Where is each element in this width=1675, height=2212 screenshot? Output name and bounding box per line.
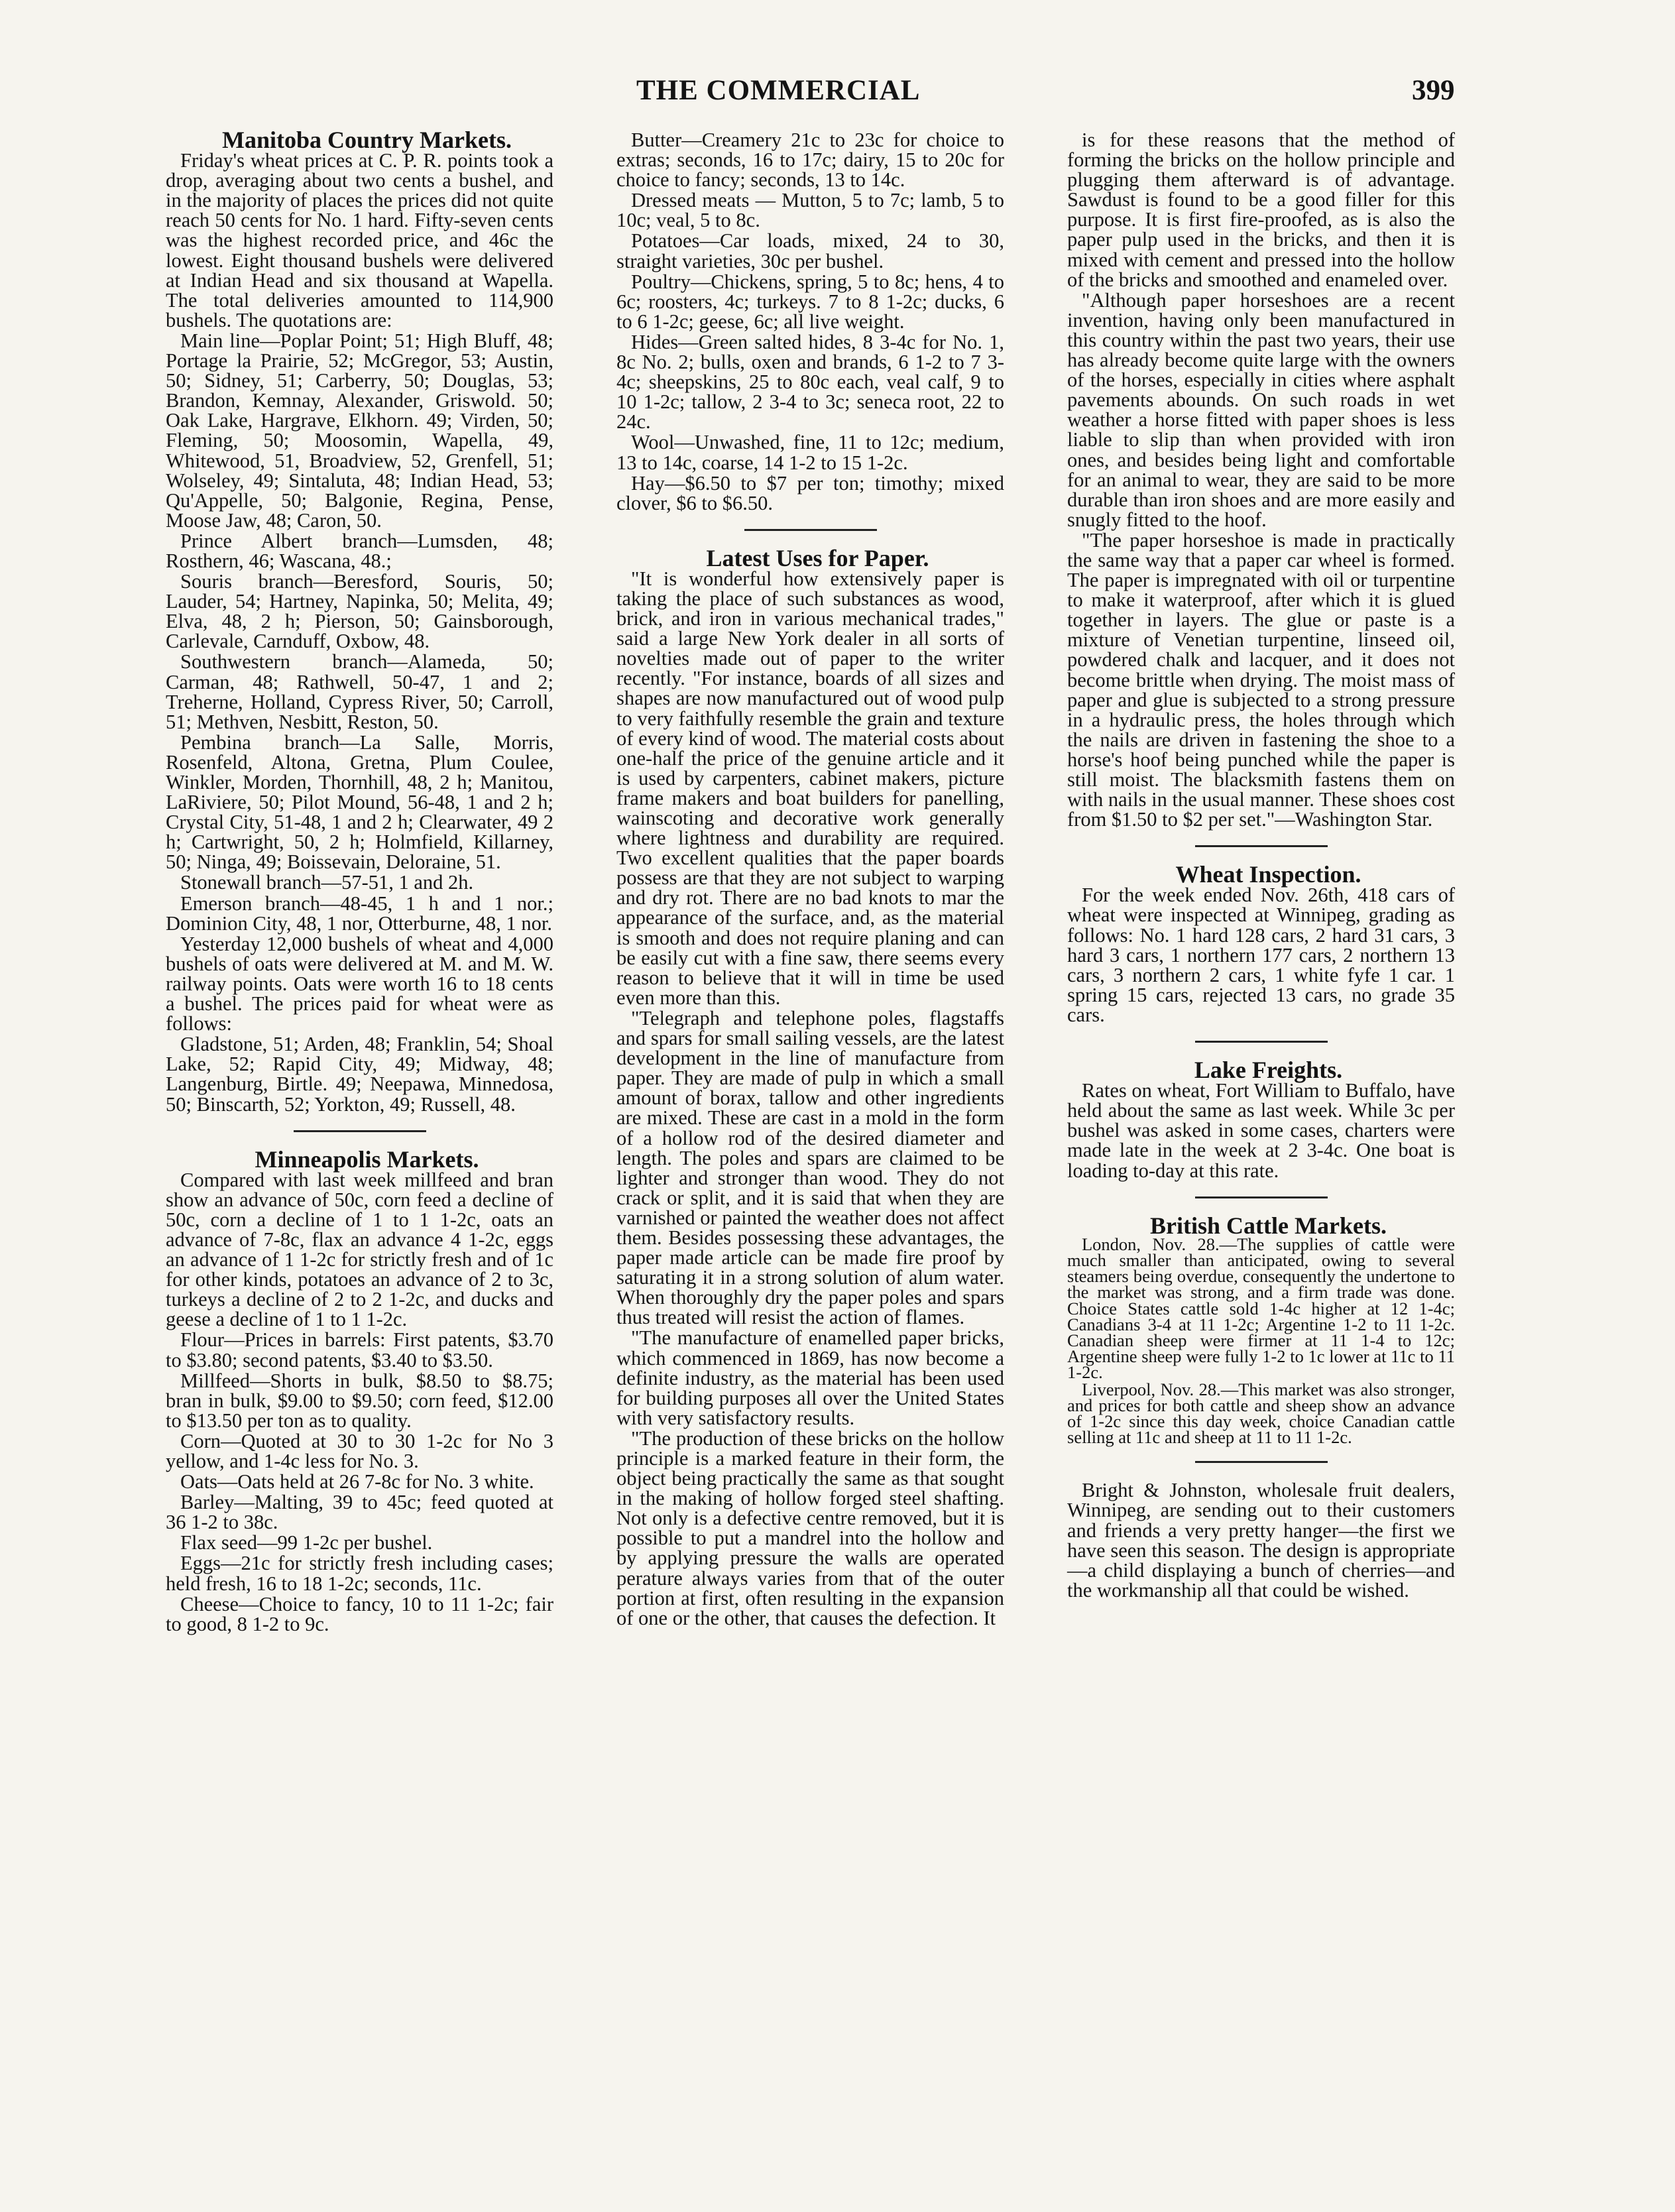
headline-latest-uses-for-paper: Latest Uses for Paper.	[706, 544, 929, 571]
article-paragraph: Butter—Creamery 21c to 23c for choice to extras; seconds, 16 to 17c; dairy, 15 to 20c for choice to fancy; seconds, 13 to 14c.	[616, 129, 1004, 192]
headline-minneapolis-markets: Minneapolis Markets.	[255, 1145, 479, 1173]
headline-wheat-inspection: Wheat Inspection.	[1175, 861, 1361, 888]
article-paragraph: Barley—Malting, 39 to 45c; feed quoted at 36 1-2 to 38c.	[166, 1491, 553, 1534]
article-paragraph: Gladstone, 51; Arden, 48; Franklin, 54; Shoal Lake, 52; Rapid City, 49; Midway, 48; Langenburg, Birtle. 49; Neepawa, Minnedosa, 50; Binscarth, 52; Yorkton, 49; Russell, 48.	[166, 1033, 553, 1116]
article-paragraph: Oats—Oats held at 26 7-8c for No. 3 white.	[180, 1470, 534, 1493]
article-paragraph: Southwestern branch—Alameda, 50; Carman, 48; Rathwell, 50-47, 1 and 2; Treherne, Holland, Cypress River, 50; Carroll, 51; Methven, Nesbitt, Reston, 50.	[166, 650, 553, 733]
article-paragraph: Hay—$6.50 to $7 per ton; timothy; mixed clover, $6 to $6.50.	[616, 471, 1004, 514]
headline-lake-freights: Lake Freights.	[1194, 1057, 1343, 1084]
headline-british-cattle-markets: British Cattle Markets.	[1150, 1212, 1387, 1239]
article-paragraph: Main line—Poplar Point; 51; High Bluff, 48; Portage la Prairie, 52; McGregor, 53; Austin, 50; Sidney, 51; Carberry, 50; Douglas, 53; Brandon, Kemnay, Alexander, Griswold. 50; Oak Lake, Hargrave, Elkhorn. 49; Virden, 50; Fleming, 50; Moosomin, Wapella, 49, Whitewood, 51, Broadview, 52, Grenfell, 51; Wolseley, 49; Sintaluta, 48; Indian Head, 53; Qu'Appelle, 50; Balgonie, Regina, Pense, Moose Jaw, 48; Caron, 50.	[166, 329, 553, 532]
article-paragraph: Flour—Prices in barrels: First patents, $3.70 to $3.80; second patents, $3.40 to $3.50.	[166, 1328, 553, 1371]
article-paragraph: Bright & Johnston, wholesale fruit dealers, Winnipeg, are sending out to their customers and friends a very pretty hanger—the first we have seen this season. The design is appropriate—a child displaying a bunch of cherries—and the workmanship all that could be wished.	[1067, 1479, 1455, 1601]
article-paragraph: Flax seed—99 1-2c per bushel.	[180, 1531, 433, 1554]
article-paragraph: Millfeed—Shorts in bulk, $8.50 to $8.75; bran in bulk, $9.00 to $9.50; corn feed, $12.00 to $13.50 per ton as to quality.	[166, 1369, 553, 1432]
article-paragraph: Pembina branch—La Salle, Morris, Rosenfeld, Altona, Gretna, Plum Coulee, Winkler, Morden, Thornhill, 48, 2 h; Manitou, LaRiviere, 50; Pilot Mound, 56-48, 1 and 2 h; Crystal City, 51-48, 1 and 2 h; Clearwater, 49 2 h; Cartwright, 50, 2 h; Holmfield, Killarney, 50; Ninga, 49; Boissevain, Deloraine, 51.	[166, 730, 553, 874]
article-paragraph: "The paper horseshoe is made in practically the same way that a paper car wheel is formed. The paper is impregnated with oil or turpentine to make it waterproof, after which it is glued together in layers. The glue or paste is a mixture of Venetian turpentine, linseed oil, powdered chalk and lacquer, and it does not become brittle when drying. The moist mass of paper and glue is subjected to a strong pressure in a hydraulic press, the holes through which the nails are driven in fastening the shoe to a horse's hoof being punched while the paper is still moist. The blacksmith fastens them on with nails in the usual manner. These shoes cost from $1.50 to $2 per set."—Washington Star.	[1067, 528, 1455, 831]
article-paragraph: Rates on wheat, Fort William to Buffalo, have held about the same as last week. While 3c per bushel was asked in some cases, charters were made late in the week at 2 3-4c. One boat is loading to-day at this rate.	[1067, 1079, 1455, 1182]
article-paragraph: Eggs—21c for strictly fresh including cases; held fresh, 16 to 18 1-2c; seconds, 11c.	[166, 1552, 553, 1595]
article-paragraph: "The production of these bricks on the hollow principle is a marked feature in their form, the object being practically the same as that sought in the making of hollow forged steel shafting. Not only is a defective centre removed, but it is possible to put a mandrel into the hollow and by applying pressure the walls are operated perature always varies from that of the outer portion at first, often resulting in the expansion of one or the other, that causes the defection. It	[616, 1426, 1004, 1629]
article-paragraph: Emerson branch—48-45, 1 h and 1 nor.; Dominion City, 48, 1 nor, Otterburne, 48, 1 nor.	[166, 892, 553, 935]
article-paragraph: Potatoes—Car loads, mixed, 24 to 30, straight varieties, 30c per bushel.	[616, 229, 1004, 272]
column-1	[166, 127, 553, 1635]
article-paragraph: is for these reasons that the method of forming the bricks on the hollow principle and plugging them afterward is of advantage. Sawdust is found to be a good filler for this purpose. It is first fire-proofed, as is also the paper pulp used in the bricks, and then it is mixed with cement and pressed into the hollow of the bricks and smoothed and enameled over.	[1067, 129, 1455, 291]
article-paragraph: Liverpool, Nov. 28.—This market was also stronger, and prices for both cattle and sheep show an advance of 1-2c since this day week, choice Canadian cattle selling at 11c and sheep at 11 to 11 1-2c.	[1067, 1379, 1455, 1448]
article-paragraph: Hides—Green salted hides, 8 3-4c for No. 1, 8c No. 2; bulls, oxen and brands, 6 1-2 to 7 3-4c; sheepskins, 25 to 80c each, veal calf, 9 to 10 1-2c; tallow, 2 3-4 to 3c; seneca root, 22 to 24c.	[616, 330, 1004, 434]
section-divider	[294, 1130, 426, 1132]
article-paragraph: For the week ended Nov. 26th, 418 cars of wheat were inspected at Winnipeg, grading as follows: No. 1 hard 128 cars, 2 hard 31 cars, 3 hard 3 cars, 1 northern 177 cars, 2 northern 13 cars, 3 northern 2 cars, 1 white fyfe 1 car. 1 spring 15 cars, rejected 13 cars, no grade 35 cars.	[1067, 884, 1455, 1026]
masthead-title: THE COMMERCIAL	[636, 75, 921, 106]
article-paragraph: London, Nov. 28.—The supplies of cattle were much smaller than anticipated, owing to several steamers being overdue, consequently the undertone to the market was strong, and a firm trade was done. Choice States cattle sold 1-4c higher at 12 1-4c; Canadians 3-4 at 11 1-2c; Argentine 1-2 to 11 1-2c. Canadian sheep were firmer at 11 1-4 to 12c; Argentine sheep were fully 1-2 to 1c lower at 11c to 11 1-2c.	[1067, 1234, 1455, 1383]
section-divider	[1195, 1461, 1328, 1463]
column-3	[1067, 130, 1455, 1601]
article-paragraph: "Telegraph and telephone poles, flagstaffs and spars for small sailing vessels, are the latest development in the line of manufacture from paper. They are made of pulp in which a small amount of borax, tallow and other ingredients are mixed. These are cast in a mold in the form of a hollow rod of the desired diameter and length. The poles and spars are claimed to be lighter and stronger than wood. They do not crack or split, and it is said that when they are varnished or painted the weather does not affect them. Besides possessing these advantages, the paper made article can be made fire proof by saturating it in a strong solution of alum water. When thoroughly dry the paper poles and spars thus treated will resist the action of flames.	[616, 1006, 1004, 1329]
section-divider	[744, 529, 877, 531]
article-paragraph: "It is wonderful how extensively paper is taking the place of such substances as wood, brick, and iron in various mechanical trades," said a large New York dealer in all sorts of novelties made out of paper to the writer recently. "For instance, boards of all sizes and shapes are now manufactured out of wood pulp to very faithfully resemble the grain and texture of every kind of wood. The material costs about one-half the price of the genuine article and it is used by carpenters, cabinet makers, picture frame makers and boat builders for panelling, wainscoting and decorative work generally where lightness and durability are required. Two excellent qualities that the paper boards possess are that they are not subject to warping and dry rot. There are no bad knots to mar the appearance of the surface, and, as the material is smooth and does not require planing and can be easily cut with a fine saw, there seems every reason to believe that it will in time be used even more than this.	[616, 567, 1004, 1009]
article-paragraph: "Although paper horseshoes are a recent invention, having only been manufactured in this country within the past two years, their use has already become quite large with the owners of the horses, especially in cities where asphalt pavements abounds. On such roads in wet weather a horse fitted with paper shoes is less liable to slip than when provided with iron ones, and besides being light and comfortable for an animal to wear, they are said to be more durable than iron shoes and are more easily and snugly fitted to the hoof.	[1067, 288, 1455, 531]
headline-manitoba-country-markets: Manitoba Country Markets.	[222, 127, 512, 153]
article-paragraph: Corn—Quoted at 30 to 30 1-2c for No 3 yellow, and 1-4c less for No. 3.	[166, 1429, 553, 1472]
article-paragraph: Stonewall branch—57-51, 1 and 2h.	[180, 871, 474, 894]
article-paragraph: Yesterday 12,000 bushels of wheat and 4,000 bushels of oats were delivered at M. and M. W. railway points. Oats were worth 16 to 18 cents a bushel. The prices paid for wheat were as follows:	[166, 932, 553, 1035]
article-paragraph: Poultry—Chickens, spring, 5 to 8c; hens, 4 to 6c; roosters, 4c; turkeys. 7 to 8 1-2c; ducks, 6 to 6 1-2c; geese, 6c; all live weight.	[616, 270, 1004, 333]
article-paragraph: Wool—Unwashed, fine, 11 to 12c; medium, 13 to 14c, coarse, 14 1-2 to 15 1-2c.	[616, 431, 1004, 474]
page-number: 399	[1412, 75, 1455, 106]
section-divider	[1195, 1041, 1328, 1043]
article-paragraph: Souris branch—Beresford, Souris, 50; Lauder, 54; Hartney, Napinka, 50; Melita, 49; Elva, 48, 2 h; Pierson, 50; Gainsborough, Carlevale, Carnduff, Oxbow, 48.	[166, 570, 553, 653]
article-paragraph: Dressed meats — Mutton, 5 to 7c; lamb, 5 to 10c; veal, 5 to 8c.	[616, 189, 1004, 232]
article-paragraph: "The manufacture of enamelled paper bricks, which commenced in 1869, has now become a definite industry, as the material has been used for building purposes all over the United States with very satisfactory results.	[616, 1326, 1004, 1429]
article-paragraph: Cheese—Choice to fancy, 10 to 11 1-2c; fair to good, 8 1-2 to 9c.	[166, 1592, 553, 1635]
column-2	[616, 130, 1004, 1629]
article-paragraph: Prince Albert branch—Lumsden, 48; Rosthern, 46; Wascana, 48.;	[166, 529, 553, 572]
article-paragraph: Compared with last week millfeed and bran show an advance of 50c, corn feed a decline of 50c, corn a decline of 1 to 1 1-2c, oats an advance of 7-8c, flax an advance 4 1-2c, eggs an advance of 1 1-2c for strictly fresh and of 1c for other kinds, potatoes an advance of 2 to 3c, turkeys a decline of 2 to 2 1-2c, and ducks and geese a decline of 1 to 1 1-2c.	[166, 1168, 553, 1331]
section-divider	[1195, 1196, 1328, 1198]
article-paragraph: Friday's wheat prices at C. P. R. points took a drop, averaging about two cents a bushel, and in the majority of places the prices did not quite reach 50 cents for No. 1 hard. Fifty-seven cents was the highest recorded price, and 46c the lowest. Eight thousand bushels were delivered at Indian Head and six thousand at Wapella. The total deliveries amounted to 114,900 bushels. The quotations are:	[166, 149, 553, 331]
section-divider	[1195, 845, 1328, 847]
